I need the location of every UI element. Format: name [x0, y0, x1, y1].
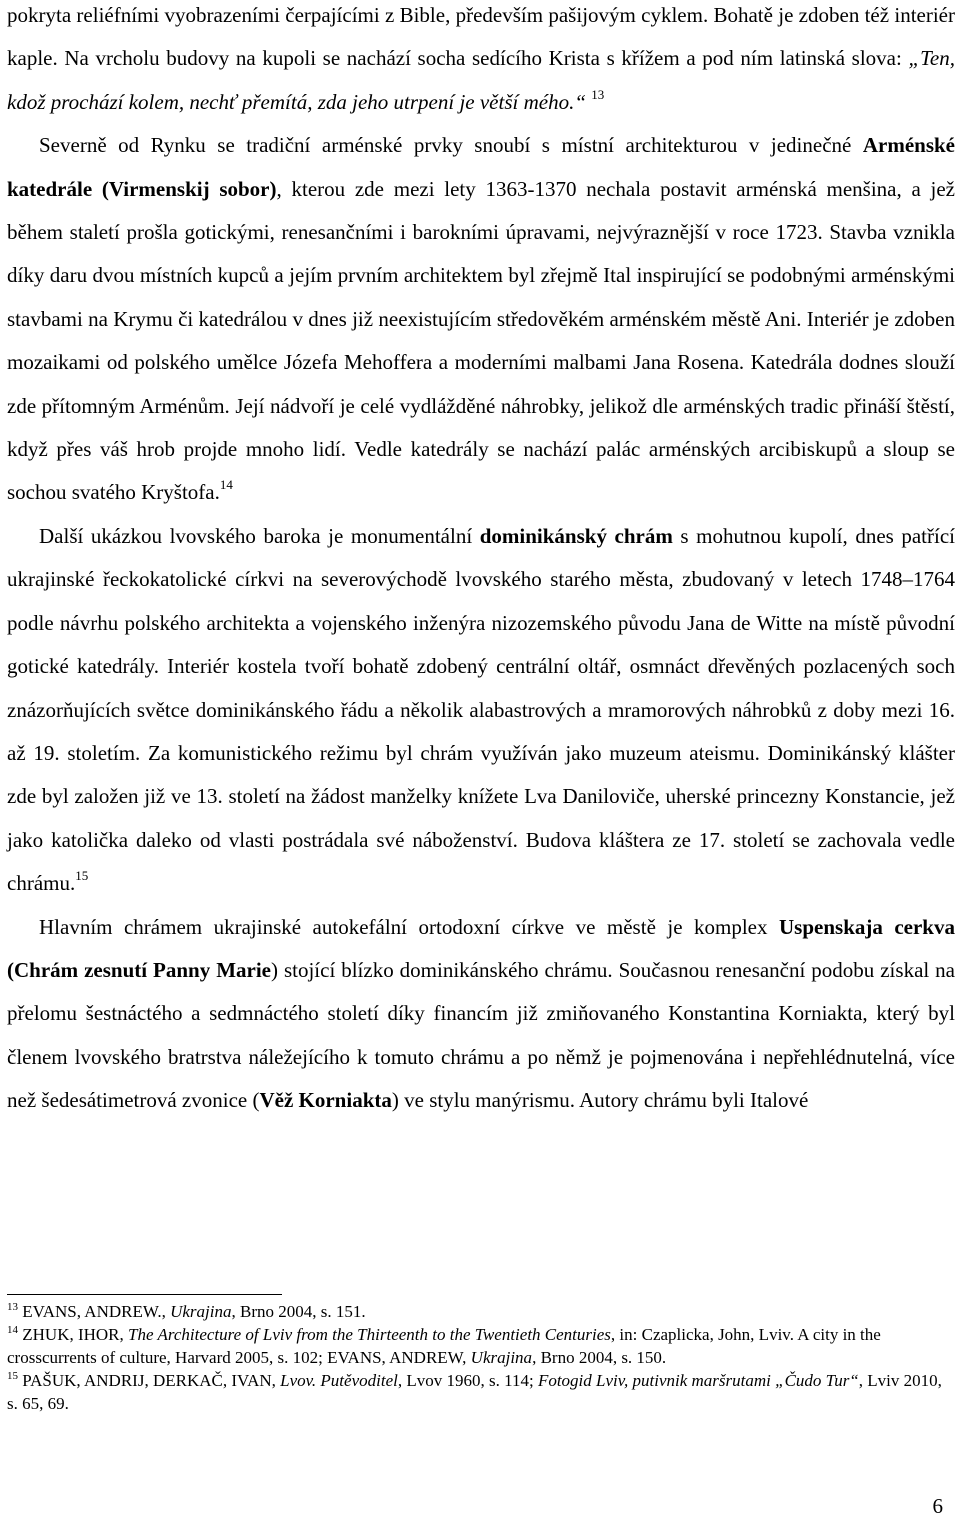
bold-text: Arménské katedrále (Virmenskij sobor) — [7, 133, 955, 201]
italic-text: Fotogid Lviv, putivnik maršrutami „Čudo Tur“ — [537, 1371, 859, 1390]
paragraph-chapel-description — [7, 0, 955, 124]
footnote-ref: 14 — [7, 1324, 18, 1336]
bold-text: dominikánský chrám — [479, 523, 673, 548]
text-run: PAŠUK, ANDRIJ, DERKAČ, IVAN, — [18, 1371, 281, 1390]
text-run: , in: Czaplicka, John, Lviv. A city in the crosscurrents of culture, Harvard 2005, s. 102; EVANS, ANDREW, — [7, 1325, 881, 1367]
text-run: ) stojící blízko dominikánského chrámu. Současnou renesanční podobu získal na přelomu šestnáctého a sedmnáctého století díky financím již zmiňovaného Konstantina Korniakta, který byl členem lvovského bratrstva náležejícího k tomuto chrámu a po němž je pojmenována i nepřehlédnutelná, více než šedesátimetrová zvonice ( — [7, 957, 955, 1113]
document-page — [7, 0, 955, 1123]
text-run: , kterou zde mezi lety 1363-1370 nechala postavit arménská menšina, a jež během staletí prošla gotickými, renesančními i barokními úpravami, nejvýraznější v roce 1723. Stavba vznikla díky daru dvou místních kupců a jejím prvním architektem byl zřejmě Ital inspirující se podobnými arménskými stavbami na Krymu či katedrálou v dnes již neexistujícím středověkém arménském městě Ani. Interiér je zdoben mozaikami od polského umělce Józefa Mehoffera a moderními malbami Jana Rosena. Katedrála dodnes slouží zde přítomným Arménům. Její nádvoří je celé vydlážděné náhrobky, jelikož dle arménských tradic přináší štěstí, když přes váš hrob projde mnoho lidí. Vedle katedrály se nachází palác arménských arcibiskupů a sloup se sochou svatého Kryštofa. — [7, 176, 955, 505]
footnote-13 — [7, 1300, 951, 1323]
text-run: , Lvov 1960, s. 114; — [397, 1371, 538, 1390]
footnote-14 — [7, 1323, 951, 1369]
bold-text: Věž Korniakta — [259, 1088, 392, 1113]
italic-text: Lvov. Putěvoditel — [280, 1371, 398, 1390]
footnote-ref: 14 — [219, 477, 233, 493]
paragraph-dominican-church — [7, 515, 955, 906]
text-run: , Brno 2004, s. 151. — [231, 1302, 366, 1321]
text-run: ZHUK, IHOR, — [18, 1325, 129, 1344]
footnote-ref: 13 — [7, 1301, 18, 1313]
italic-text: Ukrajina — [470, 1348, 533, 1367]
italic-text: Ukrajina — [170, 1302, 232, 1321]
italic-text: The Architecture of Lviv from the Thirteenth to the Twentieth Centuries — [128, 1325, 611, 1344]
footnote-ref: 15 — [75, 868, 89, 884]
footnotes — [7, 1300, 951, 1415]
footnote-15 — [7, 1369, 951, 1415]
text-run: , Brno 2004, s. 150. — [532, 1348, 667, 1367]
text-run: Hlavním chrámem ukrajinské autokefální ortodoxní církve ve městě je komplex — [39, 914, 779, 939]
footnote-ref: 15 — [7, 1370, 18, 1382]
text-run: EVANS, ANDREW., — [18, 1302, 171, 1321]
page-number: 6 — [932, 1494, 943, 1518]
paragraph-armenian-cathedral — [7, 124, 955, 515]
italic-text: „Ten, kdož prochází kolem, nechť přemítá, zda jeho utrpení je větší mého.“ — [7, 46, 955, 114]
text-run: s mohutnou kupolí, dnes patřící ukrajinské řeckokatolické církvi na severovýchodě lvovského starého města, zbudovaný v letech 1748–1764 podle návrhu polského architekta a vojenského inženýra nizozemského původu Jana de Witte na místě původní gotické katedrály. Interiér kostela tvoří bohatě zdobený centrální oltář, osmnáct dřevěných pozlacených soch znázorňujících světce dominikánského řádu a několik alabastrových a mramorových náhrobků z doby mezi 16. až 19. stoletím. Za komunistického režimu byl chrám využíván jako muzeum ateismu. Dominikánský klášter zde byl založen již ve 13. století na žádost manželky knížete Lva Daniloviče, uherské princezny Konstancie, jež jako katolička daleko od vlasti postrádala své náboženství. Budova kláštera ze 17. století se zachovala vedle chrámu. — [7, 523, 956, 896]
bold-text: Uspenskaja cerkva (Chrám zesnutí Panny Marie — [7, 914, 955, 982]
footnote-ref: 13 — [591, 86, 605, 102]
text-run: , Lviv 2010, s. 65, 69. — [7, 1371, 942, 1413]
text-run: Severně od Rynku se tradiční arménské prvky snoubí s místní architekturou v jedinečné — [39, 133, 863, 158]
paragraph-uspenskaja-church — [7, 906, 955, 1123]
text-run: ) ve stylu manýrismu. Autory chrámu byli Italové — [391, 1088, 809, 1113]
text-run: Další ukázkou lvovského baroka je monumentální — [39, 523, 480, 548]
footnote-separator — [7, 1294, 282, 1295]
text-run: pokryta reliéfními vyobrazeními čerpajícími z Bible, především pašijovým cyklem. Bohatě je zdoben též interiér kaple. Na vrcholu budovy na kupoli se nachází socha sedícího Krista s křížem a pod ním latinská slova: — [7, 3, 955, 71]
